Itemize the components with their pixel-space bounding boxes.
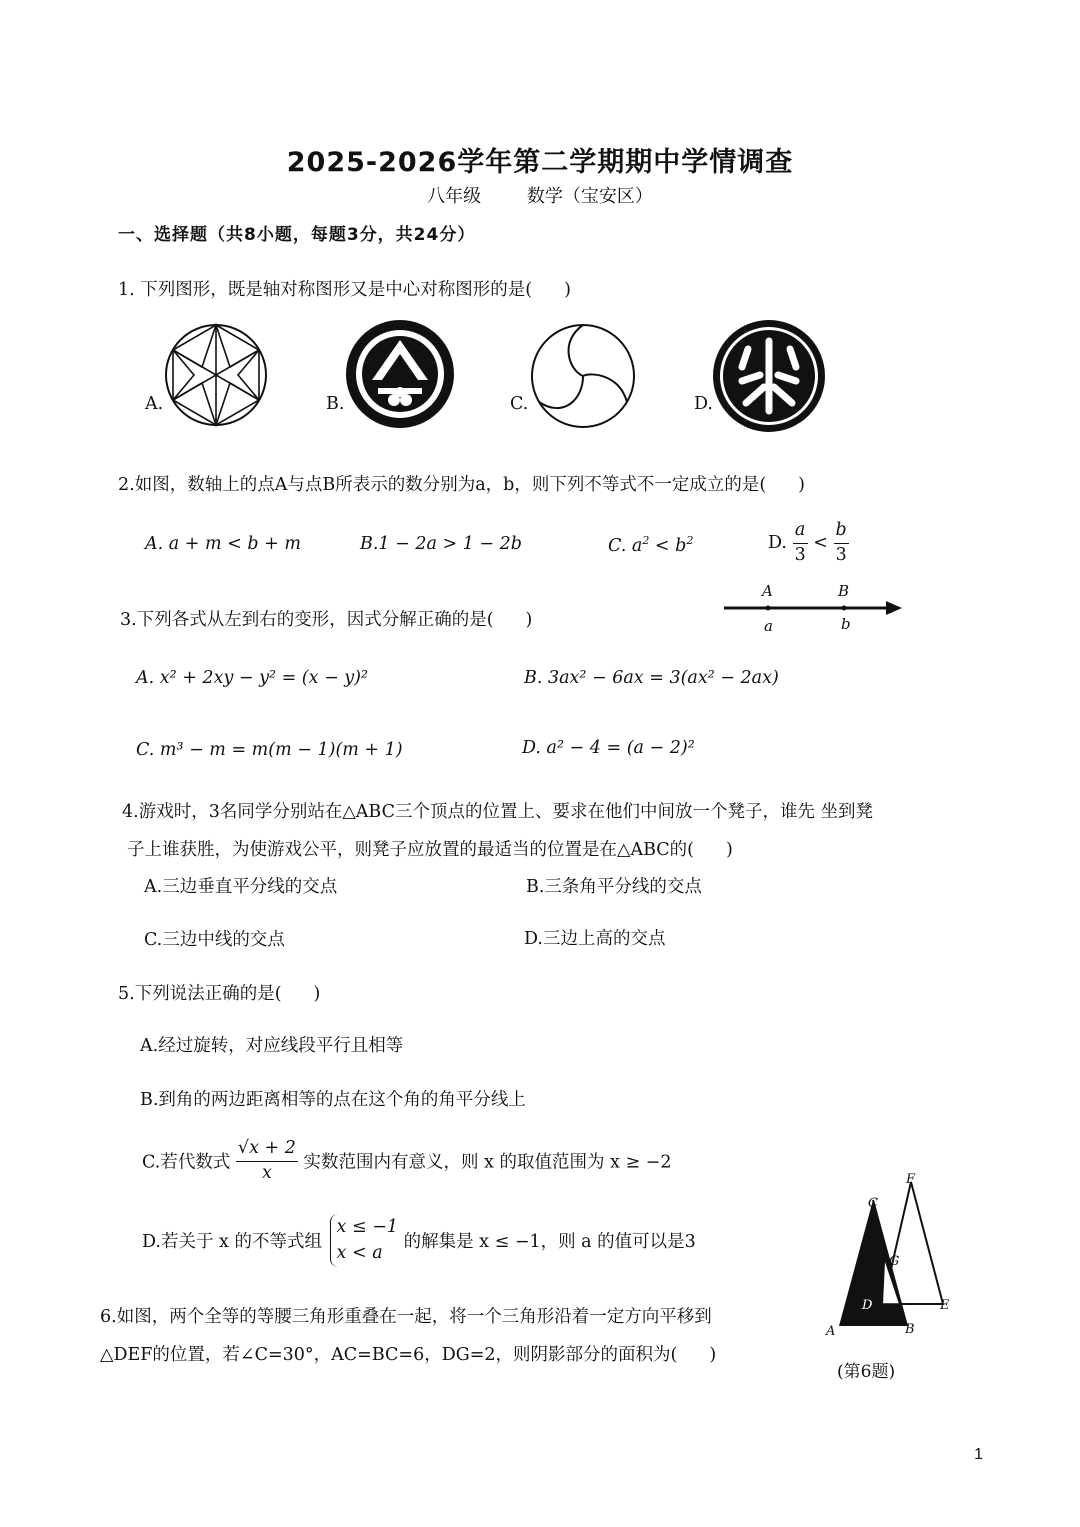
fig-label-F: F — [906, 1172, 916, 1187]
question-6-line-1: 6.如图，两个全等的等腰三角形重叠在一起，将一个三角形沿着一定方向平移到 — [100, 1307, 712, 1327]
numberline-label-A: A — [762, 582, 773, 600]
q3-option-b: B. 3ax² − 6ax = 3(ax² − 2ax) — [524, 668, 779, 688]
q5-c-pre: C.若代数式 — [142, 1152, 231, 1173]
q2-option-b: B.1 − 2a > 1 − 2b — [360, 534, 522, 554]
q4-option-b: B.三条角平分线的交点 — [526, 877, 702, 897]
q5-option-a: A.经过旋转，对应线段平行且相等 — [140, 1036, 404, 1056]
question-5-paren: ) — [313, 984, 321, 1004]
subject-label: 数学（宝安区） — [526, 186, 653, 207]
question-2-paren: ) — [798, 475, 805, 495]
q2-d-pre: D. — [768, 533, 787, 553]
q5-c-frac — [236, 1140, 298, 1182]
q5-d-system — [330, 1214, 398, 1267]
q1-option-b-label: B. — [326, 394, 345, 414]
question-3-paren: ) — [525, 610, 533, 630]
question-1-paren: ) — [564, 280, 571, 300]
q2-d-frac-1 — [793, 522, 808, 564]
numberline-label-B: B — [838, 582, 850, 600]
question-6-stem: △DEF的位置，若∠C=30°，AC=BC=6，DG=2，则阴影部分的面积为( — [100, 1345, 678, 1365]
emblem-d-icon — [712, 319, 826, 433]
q2-option-c: C. $a^2 < b^2$ — [608, 534, 694, 556]
q1-option-a-label: A. — [145, 394, 164, 414]
q1-option-d-label: D. — [694, 394, 713, 414]
question-4-paren: ) — [726, 840, 733, 860]
q5-d-pre: D.若关于 x 的不等式组 — [142, 1231, 322, 1252]
q5-c-num: √x + 2 — [236, 1140, 298, 1162]
number-line-figure — [720, 580, 910, 640]
numberline-label-a: a — [764, 617, 773, 635]
fig-label-G: G — [889, 1254, 900, 1269]
q2-c-mid: < b — [649, 535, 687, 556]
question-6-paren: ) — [709, 1345, 717, 1365]
q2-option-a: A. a + m < b + m — [145, 534, 301, 554]
question-2-stem: 2.如图，数轴上的点A与点B所表示的数分别为a，b，则下列不等式不一定成立的是( — [118, 475, 767, 495]
q4-option-a: A.三边垂直平分线的交点 — [144, 877, 338, 897]
q2-d-den1: 3 — [794, 544, 806, 565]
q5-d-sys1: x ≤ −1 — [336, 1217, 399, 1237]
question-1-stem: 1. 下列图形，既是轴对称图形又是中心对称图形的是( — [118, 280, 533, 300]
triskelion-icon — [529, 322, 637, 430]
question-1 — [118, 276, 571, 301]
q5-c-post: 实数范围内有意义，则 x 的取值范围为 x ≥ −2 — [303, 1152, 672, 1173]
q2-d-num1: a — [793, 522, 808, 544]
q3-option-c: C. m³ − m = m(m − 1)(m + 1) — [136, 740, 403, 760]
q5-d-sys2: x < a — [336, 1243, 383, 1264]
q5-c-den: x — [261, 1162, 272, 1183]
question-4-stem: 子上谁获胜，为使游戏公平，则凳子应放置的最适当的位置是在△ABC的( — [127, 840, 694, 860]
question-4-line-2 — [127, 836, 733, 861]
question-3-stem: 3.下列各式从左到右的变形，因式分解正确的是( — [120, 610, 494, 630]
question-3 — [120, 606, 532, 631]
emblem-b-icon — [344, 318, 456, 430]
q1-option-c-label: C. — [510, 394, 529, 414]
star-rosette-icon — [163, 322, 269, 428]
q2-d-lt: < — [813, 533, 828, 553]
page-number: 1 — [974, 1446, 983, 1463]
question-5 — [118, 980, 320, 1005]
page-subtitle — [0, 182, 1080, 208]
q2-d-den2: 3 — [835, 544, 847, 565]
q3-option-d: D. a² − 4 = (a − 2)² — [522, 738, 695, 758]
question-5-stem: 5.下列说法正确的是( — [118, 984, 282, 1004]
q2-d-frac-2 — [834, 522, 849, 564]
q2-c-pre: C. a — [608, 535, 643, 556]
q4-option-d: D.三边上高的交点 — [524, 929, 666, 949]
fig-label-E: E — [940, 1298, 950, 1313]
q2-d-num2: b — [834, 522, 849, 544]
numberline-label-b: b — [841, 615, 851, 633]
grade-label: 八年级 — [427, 186, 482, 207]
question-6-line-2 — [100, 1341, 716, 1366]
question-2 — [118, 471, 805, 496]
fig-label-A: A — [826, 1324, 836, 1339]
question-4-line-1: 4.游戏时，3名同学分别站在△ABC三个顶点的位置上、要求在他们中间放一个凳子，谁先 坐到凳 — [122, 802, 874, 822]
q5-option-b: B.到角的两边距离相等的点在这个角的角平分线上 — [140, 1090, 526, 1110]
q5-d-post: 的解集是 x ≤ −1，则 a 的值可以是3 — [403, 1231, 696, 1252]
page-title: 2025-2026学年第二学期期中学情调查 — [286, 147, 794, 178]
q4-option-c: C.三边中线的交点 — [144, 930, 285, 950]
fig-label-D: D — [862, 1298, 873, 1313]
fig-label-B: B — [905, 1322, 915, 1337]
figure-caption: (第6题) — [837, 1362, 896, 1382]
section-heading: 一、选择题（共8小题，每题3分，共24分） — [118, 225, 476, 245]
q2-option-d — [768, 522, 849, 564]
fig-label-C: C — [868, 1196, 878, 1211]
q5-option-c — [142, 1140, 671, 1182]
q5-option-d — [142, 1214, 696, 1267]
q3-option-a: A. x² + 2xy − y² = (x − y)² — [136, 668, 369, 688]
